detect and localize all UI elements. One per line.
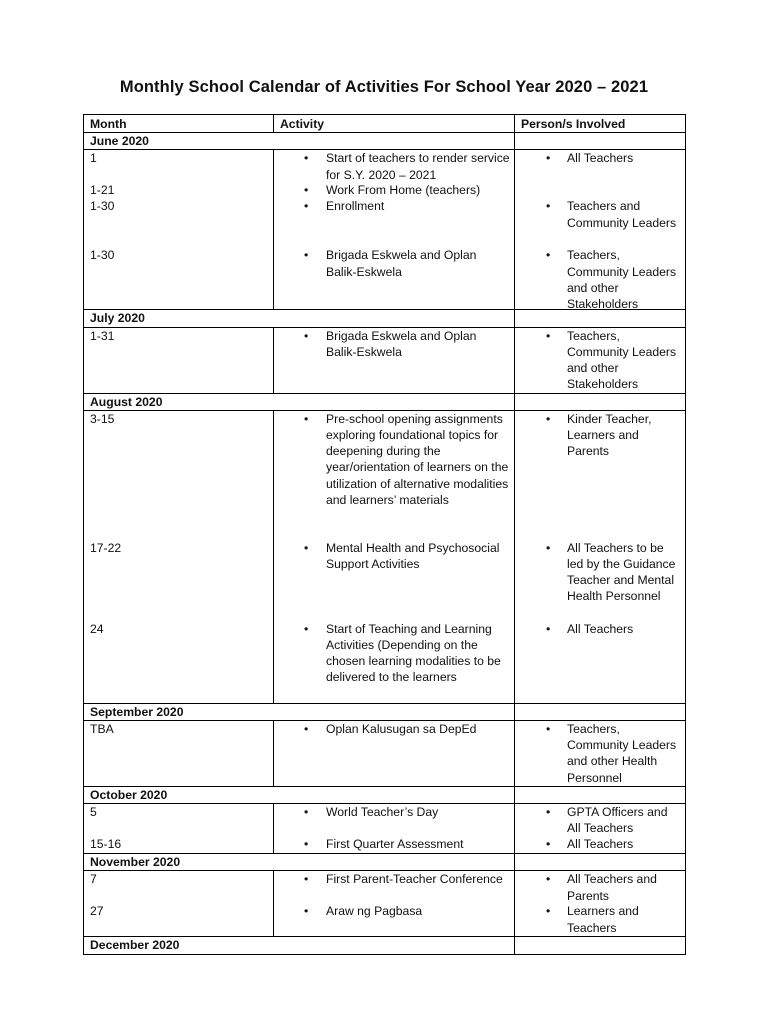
bullet-icon: • <box>546 904 551 919</box>
activity-cell <box>274 410 515 703</box>
persons-item <box>521 328 681 393</box>
date-text: 15-16 <box>90 837 122 852</box>
table-row <box>84 871 686 937</box>
activity-text: Work From Home (teachers) <box>326 183 481 198</box>
activity-text: First Parent-Teacher Conference <box>326 872 503 887</box>
bullet-icon: • <box>546 199 551 214</box>
table-row <box>84 150 686 310</box>
date-text: TBA <box>90 722 114 737</box>
bullet-icon: • <box>546 540 551 555</box>
month-row <box>84 133 686 150</box>
date-text: 1-21 <box>90 183 115 198</box>
bullet-icon: • <box>546 151 551 166</box>
persons-item <box>521 540 681 605</box>
date-text: 24 <box>90 621 104 636</box>
list-item <box>280 540 510 572</box>
date-text: 27 <box>90 904 104 919</box>
table-row <box>84 804 686 854</box>
persons-text: Kinder Teacher, Learners and Parents <box>567 411 652 459</box>
list-item <box>280 721 510 737</box>
persons-item <box>521 903 681 935</box>
bullet-icon: • <box>546 805 551 820</box>
date-cell <box>84 327 274 393</box>
persons-text: Teachers, Community Leaders and other Stakeholders <box>567 328 677 392</box>
page-title: Monthly School Calendar of Activities For School Year 2020 – 2021 <box>119 78 649 96</box>
date-cell <box>84 410 274 703</box>
month-heading: September 2020 <box>84 703 515 720</box>
activity-item <box>280 182 510 198</box>
header-activity: Activity <box>274 115 515 133</box>
bullet-icon: • <box>304 621 309 636</box>
list-item <box>521 836 681 852</box>
month-heading: November 2020 <box>84 854 515 871</box>
list-item <box>521 804 681 836</box>
activity-text: Mental Health and Psychosocial Support Activities <box>326 540 500 572</box>
activity-cell <box>274 721 515 787</box>
bullet-icon: • <box>304 540 309 555</box>
calendar-table <box>83 114 686 955</box>
date-text: 7 <box>90 872 97 887</box>
list-item <box>280 411 510 508</box>
list-item <box>521 721 681 786</box>
persons-text: Learners and Teachers <box>567 904 639 935</box>
date-cell <box>84 150 274 310</box>
date-text: 1-30 <box>90 199 115 214</box>
month-heading-empty <box>515 393 686 410</box>
month-row <box>84 854 686 871</box>
month-heading-empty <box>515 703 686 720</box>
persons-text: All Teachers <box>567 621 634 636</box>
bullet-icon: • <box>546 328 551 343</box>
date-cell <box>84 721 274 787</box>
month-heading-empty <box>515 133 686 150</box>
persons-item <box>521 721 681 786</box>
list-item <box>280 150 510 182</box>
activity-text: Pre-school opening assignments exploring foundational topics for deepening during the year/orientation of learners on the utilization of alternative modalities and learners’ materials <box>326 411 509 507</box>
persons-text: Teachers, Community Leaders and other Health Personnel <box>567 722 677 785</box>
bullet-icon: • <box>304 805 309 820</box>
bullet-icon: • <box>304 248 309 263</box>
list-item <box>521 150 681 166</box>
persons-item <box>521 621 681 637</box>
activity-item <box>280 328 510 360</box>
activity-item <box>280 871 510 887</box>
month-row <box>84 937 686 954</box>
list-item <box>521 198 681 230</box>
persons-cell <box>515 150 686 310</box>
activity-item <box>280 903 510 919</box>
activity-text: Start of Teaching and Learning Activities (Depending on the chosen learning modalities to be delivered to the learners <box>326 621 501 685</box>
table-row <box>84 721 686 787</box>
activity-text: Araw ng Pagbasa <box>326 904 423 919</box>
activity-item <box>280 411 510 508</box>
activity-text: Brigada Eskwela and Oplan Balik-Eskwela <box>326 248 477 279</box>
list-item <box>280 871 510 887</box>
list-item <box>521 411 681 460</box>
month-heading: June 2020 <box>84 133 515 150</box>
list-item <box>521 871 681 903</box>
date-text: 1 <box>90 151 97 166</box>
bullet-icon: • <box>304 411 309 426</box>
date-text: 5 <box>90 805 97 820</box>
list-item <box>280 328 510 360</box>
list-item <box>280 836 510 852</box>
header-month: Month <box>84 115 274 133</box>
month-heading: October 2020 <box>84 787 515 804</box>
activity-cell <box>274 150 515 310</box>
persons-cell <box>515 871 686 937</box>
activity-text: Enrollment <box>326 199 385 214</box>
month-heading-empty <box>515 787 686 804</box>
month-heading: July 2020 <box>84 310 515 327</box>
persons-item <box>521 836 681 852</box>
list-item <box>521 247 681 312</box>
activity-item <box>280 540 510 572</box>
bullet-icon: • <box>304 872 309 887</box>
calendar-body <box>84 133 686 954</box>
month-heading-empty <box>515 937 686 954</box>
list-item <box>280 804 510 820</box>
list-item <box>521 903 681 935</box>
activity-cell <box>274 804 515 854</box>
bullet-icon: • <box>304 183 309 198</box>
bullet-icon: • <box>304 837 309 852</box>
bullet-icon: • <box>304 328 309 343</box>
activity-text: World Teacher’s Day <box>326 805 439 820</box>
persons-item <box>521 871 681 903</box>
activity-text: First Quarter Assessment <box>326 837 464 852</box>
activity-item <box>280 150 510 182</box>
list-item <box>280 247 510 279</box>
bullet-icon: • <box>304 904 309 919</box>
activity-text: Oplan Kalusugan sa DepEd <box>326 722 477 737</box>
list-item <box>280 621 510 686</box>
bullet-icon: • <box>546 621 551 636</box>
activity-item <box>280 247 510 279</box>
header-persons: Person/s Involved <box>515 115 686 133</box>
persons-text: All Teachers to be led by the Guidance Teacher and Mental Health Personnel <box>567 540 676 604</box>
persons-text: All Teachers and Parents <box>567 872 657 903</box>
persons-cell <box>515 721 686 787</box>
persons-cell <box>515 804 686 854</box>
activity-item <box>280 836 510 852</box>
persons-item <box>521 198 681 230</box>
bullet-icon: • <box>546 411 551 426</box>
bullet-icon: • <box>546 248 551 263</box>
month-row <box>84 787 686 804</box>
persons-text: All Teachers <box>567 151 634 166</box>
date-cell <box>84 804 274 854</box>
bullet-icon: • <box>304 151 309 166</box>
persons-item <box>521 411 681 460</box>
date-text: 3-15 <box>90 411 115 426</box>
header-row <box>84 115 686 133</box>
activity-cell <box>274 871 515 937</box>
bullet-icon: • <box>546 872 551 887</box>
bullet-icon: • <box>304 722 309 737</box>
date-text: 1-30 <box>90 248 115 263</box>
activity-cell <box>274 327 515 393</box>
month-heading-empty <box>515 854 686 871</box>
persons-cell <box>515 410 686 703</box>
activity-item <box>280 198 510 214</box>
activity-item <box>280 621 510 686</box>
month-heading: December 2020 <box>84 937 515 954</box>
list-item <box>280 903 510 919</box>
list-item <box>280 198 510 214</box>
month-row <box>84 393 686 410</box>
persons-text: GPTA Officers and All Teachers <box>567 805 668 836</box>
list-item <box>521 540 681 605</box>
month-heading-empty <box>515 310 686 327</box>
list-item <box>521 328 681 393</box>
persons-cell <box>515 327 686 393</box>
list-item <box>521 621 681 637</box>
persons-item <box>521 150 681 166</box>
date-cell <box>84 871 274 937</box>
activity-item <box>280 721 510 737</box>
list-item <box>280 182 510 198</box>
persons-text: Teachers and Community Leaders <box>567 199 677 230</box>
bullet-icon: • <box>546 837 551 852</box>
activity-text: Brigada Eskwela and Oplan Balik-Eskwela <box>326 328 477 359</box>
date-text: 17-22 <box>90 540 122 555</box>
persons-item <box>521 804 681 836</box>
activity-item <box>280 804 510 820</box>
month-heading: August 2020 <box>84 393 515 410</box>
date-text: 1-31 <box>90 328 115 343</box>
bullet-icon: • <box>546 722 551 737</box>
persons-item <box>521 247 681 312</box>
table-row <box>84 327 686 393</box>
bullet-icon: • <box>304 199 309 214</box>
activity-text: Start of teachers to render service for S.Y. 2020 – 2021 <box>326 151 510 182</box>
month-row <box>84 310 686 327</box>
month-row <box>84 703 686 720</box>
table-row <box>84 410 686 703</box>
persons-text: Teachers, Community Leaders and other Stakeholders <box>567 248 677 312</box>
persons-text: All Teachers <box>567 837 634 852</box>
